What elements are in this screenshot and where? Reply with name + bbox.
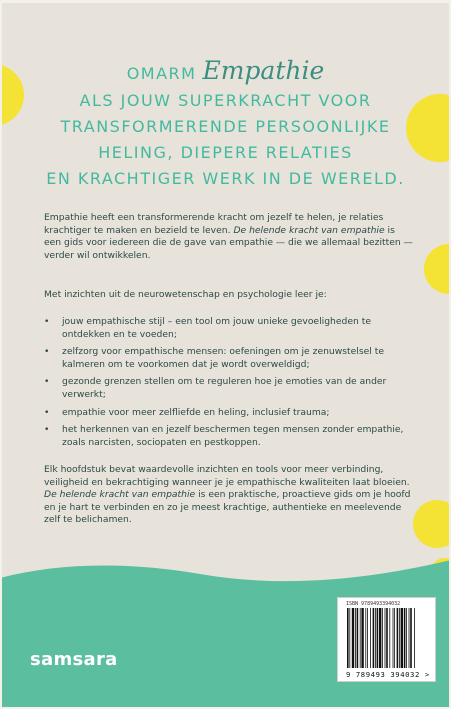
list-item: [44, 407, 419, 420]
barcode: [337, 597, 436, 682]
barcode-bar: [389, 608, 390, 668]
list-item-text: empathie voor meer zelfliefde en heling, inclusief trauma;: [62, 406, 330, 418]
isbn-digits-text: 9 789493 394032: [346, 670, 420, 679]
barcode-bar: [375, 608, 376, 668]
barcode-bar: [349, 608, 350, 668]
list-item-text: jouw empathische stijl – een tool om jouw unieke gevoeligheden te ontdekken en te voeden;: [62, 316, 371, 340]
list-item: [44, 376, 419, 401]
barcode-bar: [367, 608, 368, 668]
closing-paragraph: [44, 464, 414, 527]
barcode-bar: [386, 608, 388, 668]
list-item: [44, 424, 419, 449]
barcode-bar: [347, 608, 349, 668]
list-item: [44, 346, 419, 371]
barcode-bar: [379, 608, 381, 668]
headline-script-word: Empathie: [202, 56, 325, 85]
bullet-mark: •: [44, 316, 50, 327]
barcode-bar: [414, 608, 415, 668]
barcode-bar: [357, 608, 359, 668]
barcode-bar: [352, 608, 354, 668]
intro-book-title: De helende kracht van empathie: [233, 224, 385, 236]
barcode-bar: [409, 608, 410, 668]
barcode-bar: [394, 608, 395, 668]
barcode-bar: [404, 608, 406, 668]
lead-in-text: Met inzichten uit de neurowetenschap en psychologie leer je:: [44, 289, 327, 300]
headline-prefix: OMARM: [126, 64, 197, 83]
barcode-bar: [385, 608, 386, 668]
barcode-bar: [393, 608, 394, 668]
barcode-bar: [365, 608, 366, 668]
list-item: [44, 316, 419, 341]
isbn-arrow: >: [424, 670, 430, 679]
list-item-text: zelfzorg voor empathische mensen: oefeningen om je zenuwstelsel te kalmeren om te voorkomen dat je wordt overweldigd;: [62, 346, 385, 370]
isbn-digits: [346, 670, 430, 679]
list-item-text: het herkennen van en jezelf beschermen tegen mensen zonder empathie, zoals narcisten, sociopaten en pestkoppen.: [62, 424, 404, 448]
headline-line-5: EN KRACHTIGER WERK IN DE WERELD.: [46, 169, 405, 188]
lead-in: [44, 289, 414, 302]
barcode-bar: [410, 608, 412, 668]
closing-text-1: Elk hoofdstuk bevat waardevolle inzichten en tools voor meer verbinding, veiligheid en bekrachtiging wanneer je je empathische kwaliteiten laat bloeien.: [44, 464, 410, 488]
barcode-bar: [397, 608, 399, 668]
barcode-bar: [401, 608, 403, 668]
barcode-bar: [373, 608, 375, 668]
barcode-bar: [355, 608, 356, 668]
barcode-bar: [360, 608, 361, 668]
barcode-bar: [399, 608, 400, 668]
list-item-text: gezonde grenzen stellen om te reguleren hoe je emoties van de ander verwerkt;: [62, 376, 387, 400]
bullet-mark: •: [44, 376, 50, 388]
closing-book-title: De helende kracht van empathie: [44, 489, 196, 501]
yellow-dot-right-middle: [424, 244, 451, 294]
bullet-mark: •: [44, 424, 50, 436]
bullet-mark: •: [44, 346, 50, 358]
barcode-bar: [370, 608, 371, 668]
barcode-bar: [382, 608, 383, 668]
barcode-bar: [406, 608, 407, 668]
barcode-bar: [361, 608, 363, 668]
headline-line-2: ALS JOUW SUPERKRACHT VOOR: [79, 91, 372, 110]
headline-line-4: HELING, DIEPERE RELATIES: [98, 143, 353, 162]
headline-line-3: TRANSFORMERENDE PERSOONLIJKE: [60, 117, 391, 136]
isbn-label: ISBN 9789493394032: [346, 601, 401, 607]
bullet-mark: •: [44, 406, 50, 418]
bullet-list: [44, 316, 419, 454]
intro-text-2: is een gids voor iedereen die de gave van empathie — die we allemaal bezitten — verder wil ontwikkelen.: [44, 224, 413, 261]
intro-text-1: Empathie heeft een transformerende kracht om jezelf te helen, je relaties krachtiger te maken en bezield te leven.: [44, 212, 384, 236]
closing-text-2: is een praktische, proactieve gids om je hoofd en je hart te verbinden en zo je meest krachtige, authentieke en meelevende zelf te belichamen.: [44, 489, 411, 526]
headline-line-1: [0, 56, 451, 85]
barcode-bar: [377, 608, 379, 668]
intro-paragraph: [44, 212, 414, 262]
publisher-logo: samsara: [30, 649, 118, 670]
